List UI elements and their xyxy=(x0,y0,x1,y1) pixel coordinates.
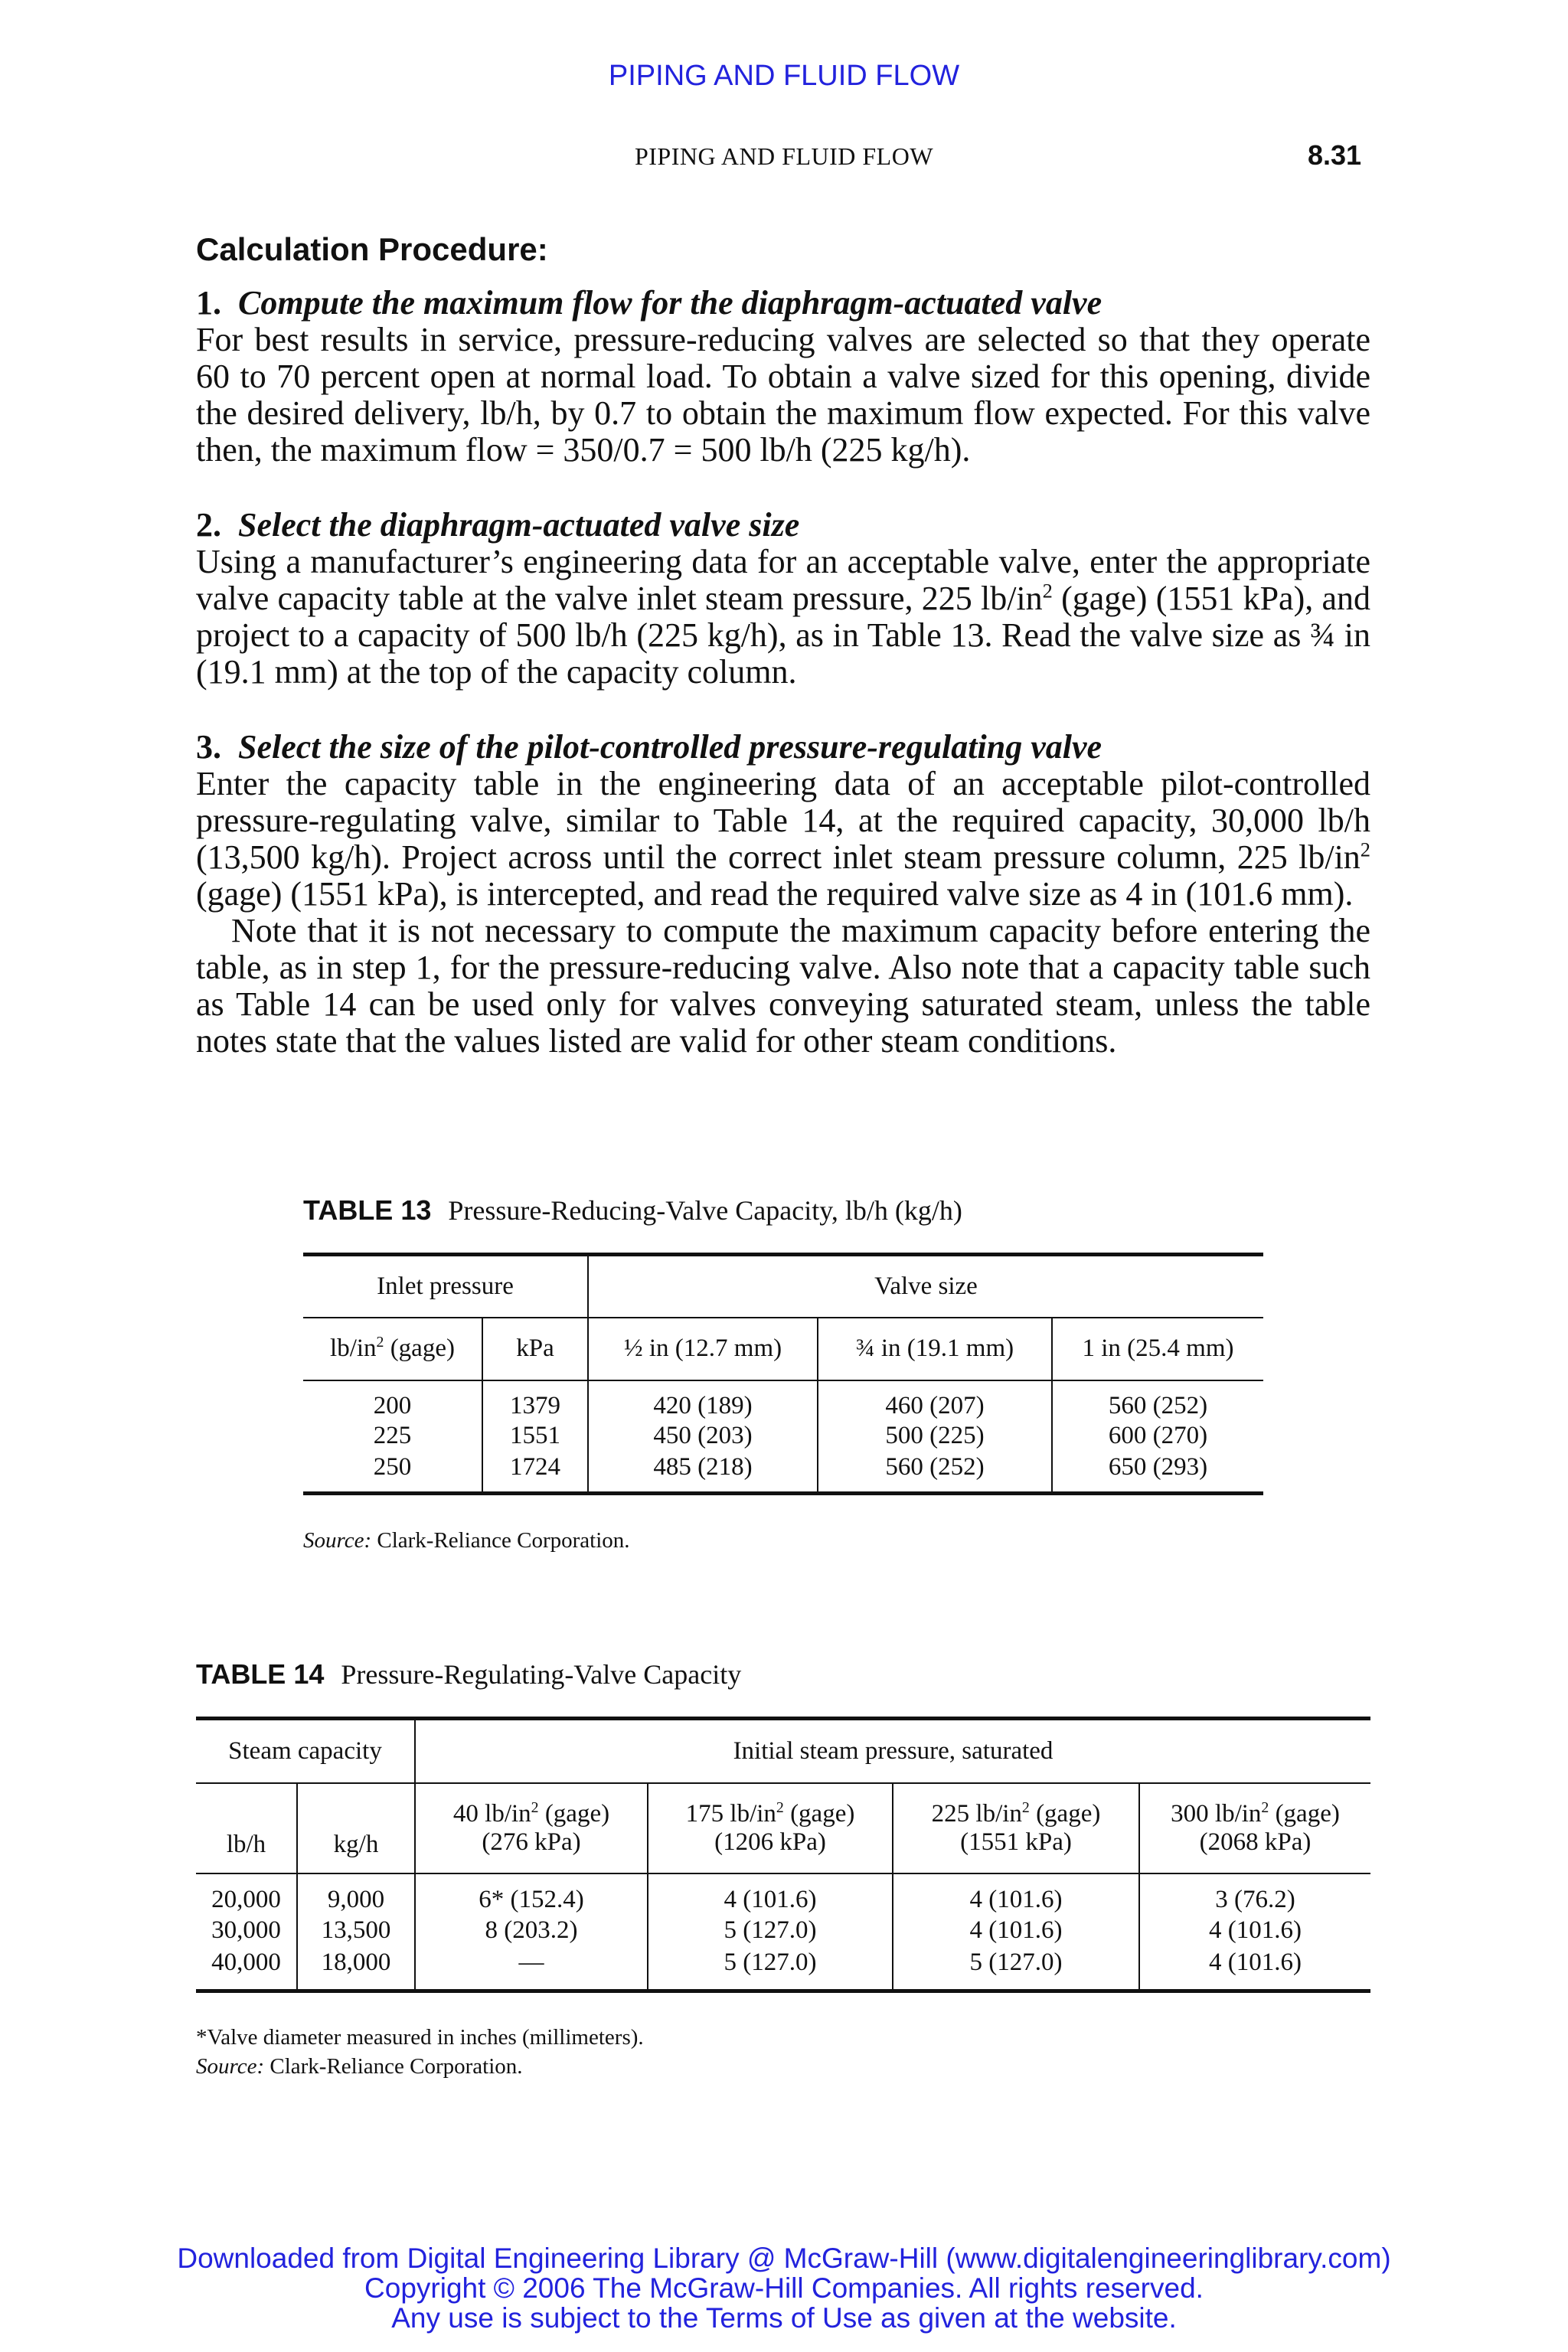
footer-download-line[interactable]: Downloaded from Digital Engineering Library @ McGraw-Hill (www.digitalengineeringlibrary.com) xyxy=(177,2243,1391,2274)
table-13-cell: 420 (189) xyxy=(588,1380,818,1420)
table-14-source xyxy=(196,2052,644,2081)
table-13-cell: 1724 xyxy=(482,1452,588,1494)
table-13 xyxy=(303,1253,1263,1495)
table-14-cell: 5 (127.0) xyxy=(648,1947,893,1991)
table-14-notes xyxy=(196,2023,644,2081)
table-13-cell: 560 (252) xyxy=(818,1452,1052,1494)
table-13-col-psi xyxy=(303,1318,482,1380)
table-14-col-225-sup: 2 xyxy=(1021,1798,1030,1816)
table-14-col-300 xyxy=(1139,1783,1370,1873)
step-1-title-text: Compute the maximum flow for the diaphragm-actuated valve xyxy=(238,284,1102,322)
table-14-caption xyxy=(196,1658,741,1690)
table-14-col-40-sup: 2 xyxy=(531,1798,539,1816)
table-14-cell: 4 (101.6) xyxy=(1139,1915,1370,1947)
table-14-col-40 xyxy=(415,1783,648,1873)
table-14-cell: 4 (101.6) xyxy=(893,1873,1139,1915)
footer-terms-line[interactable]: Any use is subject to the Terms of Use as given at the website. xyxy=(391,2302,1177,2334)
table-14-footnote: *Valve diameter measured in inches (millimeters). xyxy=(196,2025,644,2050)
table-13-row xyxy=(303,1420,1263,1452)
body-text xyxy=(196,231,1370,1098)
table-14-cell: 4 (101.6) xyxy=(1139,1947,1370,1991)
table-13-cell: 450 (203) xyxy=(588,1420,818,1452)
table-14-col-225-tail: (gage) xyxy=(1029,1799,1101,1828)
table-13-cell: 500 (225) xyxy=(818,1420,1052,1452)
step-2 xyxy=(196,507,1370,691)
step-2-paragraph xyxy=(196,544,1370,691)
table-13-source-text: Clark-Reliance Corporation. xyxy=(371,1528,630,1553)
step-1 xyxy=(196,285,1370,469)
table-13-col-half: ½ in (12.7 mm) xyxy=(588,1318,818,1380)
table-13-cell: 485 (218) xyxy=(588,1452,818,1494)
table-13-col-psi-unit: lb/in xyxy=(330,1334,377,1362)
table-14-cell: 6* (152.4) xyxy=(415,1873,648,1915)
table-14-source-text: Clark-Reliance Corporation. xyxy=(264,2054,523,2079)
table-13-cell: 200 xyxy=(373,1391,412,1419)
table-14-col-300-tail: (gage) xyxy=(1269,1799,1340,1828)
table-14-col-175-sup: 2 xyxy=(776,1798,784,1816)
step-3 xyxy=(196,729,1370,1060)
table-13-col-psi-tail: (gage) xyxy=(384,1334,455,1362)
table-14-col-40-unit: lb/in xyxy=(485,1799,531,1828)
table-13-source xyxy=(303,1528,630,1553)
step-2-text-a: Using a manufacturer’s engineering data for an acceptable valve, enter the appropriate valve capacity table at the valve inlet steam pressure, 225 lb/in xyxy=(196,543,1370,617)
table-13-col-three-quarter: ¾ in (19.1 mm) xyxy=(818,1318,1052,1380)
table-14-row xyxy=(196,1947,1370,1991)
table-14-col-300-value: 300 xyxy=(1171,1799,1209,1828)
table-14-cell: 3 (76.2) xyxy=(1139,1873,1370,1915)
table-13-col-psi-sup: 2 xyxy=(376,1334,384,1351)
table-13-group-inlet: Inlet pressure xyxy=(303,1255,588,1318)
table-13-row xyxy=(303,1380,1263,1420)
table-14-row xyxy=(196,1873,1370,1915)
table-13-cell: 460 (207) xyxy=(818,1380,1052,1420)
table-14-col-40-kpa: (276 kPa) xyxy=(482,1828,581,1856)
table-13-col-one: 1 in (25.4 mm) xyxy=(1052,1318,1263,1380)
table-14-cell: 13,500 xyxy=(297,1915,415,1947)
step-2-title-text: Select the diaphragm-actuated valve size xyxy=(238,506,800,544)
table-14-cell: 30,000 xyxy=(211,1916,281,1944)
table-14-col-225-value: 225 xyxy=(931,1799,970,1828)
table-13-cell: 560 (252) xyxy=(1052,1380,1263,1420)
table-14-col-175-line1 xyxy=(653,1800,887,1828)
table-14-cell: 20,000 xyxy=(211,1885,281,1913)
running-head: PIPING AND FLUID FLOW xyxy=(634,142,934,170)
table-14-title: Pressure-Regulating-Valve Capacity xyxy=(341,1659,742,1690)
table-13-cell: 250 xyxy=(373,1452,412,1481)
table-13-title: Pressure-Reducing-Valve Capacity, lb/h (kg/h) xyxy=(448,1195,962,1226)
table-13-group-valve: Valve size xyxy=(588,1255,1263,1318)
table-14-col-40-line1 xyxy=(420,1800,642,1828)
table-14-col-kgh: kg/h xyxy=(297,1783,415,1873)
table-13-col-kpa: kPa xyxy=(482,1318,588,1380)
table-14-col-225-unit: lb/in xyxy=(975,1799,1022,1828)
step-2-text-b: (gage) (1551 kPa), and project to a capacity of 500 lb/h (225 kg/h), as in Table 13. Read the valve size as ¾ in (19.1 mm) at the top of the capacity column. xyxy=(196,580,1371,691)
table-14-label: TABLE 14 xyxy=(196,1658,325,1690)
table-14-cell: 40,000 xyxy=(211,1948,281,1976)
table-14-group-pressure: Initial steam pressure, saturated xyxy=(415,1719,1370,1783)
table-14-col-175-kpa: (1206 kPa) xyxy=(714,1828,826,1856)
table-14-cell: 4 (101.6) xyxy=(893,1915,1139,1947)
table-14-col-175-unit: lb/in xyxy=(730,1799,776,1828)
table-14-cell: 4 (101.6) xyxy=(648,1873,893,1915)
table-14-col-225-kpa: (1551 kPa) xyxy=(960,1828,1072,1856)
step-1-paragraph: For best results in service, pressure-reducing valves are selected so that they operate 60 to 70 percent open at normal load. To obtain a valve sized for this opening, divide the desired delivery, lb/h, by 0.7 to obtain the maximum flow expected. For this valve then, the maximum flow = 350/0.7 = 500 lb/h (225 kg/h). xyxy=(196,321,1370,469)
step-3-note: Note that it is not necessary to compute the maximum capacity before entering the table, as in step 1, for the pressure-reducing valve. Also note that a capacity table such as Table 14 can be used only for valves conveying saturated steam, unless the table notes state that the values listed are valid for other steam conditions. xyxy=(196,912,1370,1060)
step-3-sup: 2 xyxy=(1360,838,1370,861)
table-14-source-label: Source: xyxy=(196,2054,265,2079)
step-3-title-text: Select the size of the pilot-controlled pressure-regulating valve xyxy=(238,728,1102,766)
section-heading: Calculation Procedure: xyxy=(196,231,548,267)
footer-notice xyxy=(0,2243,1568,2333)
table-14-col-175-tail: (gage) xyxy=(783,1799,855,1828)
table-14-col-300-unit: lb/in xyxy=(1214,1799,1262,1828)
step-2-sup: 2 xyxy=(1042,579,1053,603)
table-14-col-40-tail: (gage) xyxy=(538,1799,610,1828)
table-13-cell: 650 (293) xyxy=(1052,1452,1263,1494)
table-13-label: TABLE 13 xyxy=(303,1194,432,1226)
step-3-number: 3. xyxy=(196,728,221,766)
table-14-col-225 xyxy=(893,1783,1139,1873)
table-14-col-40-value: 40 xyxy=(452,1799,479,1828)
table-13-cell: 225 xyxy=(373,1422,412,1449)
table-14-cell: 5 (127.0) xyxy=(893,1947,1139,1991)
table-14-col-300-sup: 2 xyxy=(1261,1798,1269,1816)
step-3-paragraph xyxy=(196,766,1370,913)
table-14-col-175 xyxy=(648,1783,893,1873)
table-14-cell: 5 (127.0) xyxy=(648,1915,893,1947)
table-14-group-capacity: Steam capacity xyxy=(196,1719,415,1783)
table-13-caption xyxy=(303,1194,962,1227)
table-14-cell: 8 (203.2) xyxy=(415,1915,648,1947)
step-3-text-b: (gage) (1551 kPa), is intercepted, and read the required valve size as 4 in (101.6 mm). xyxy=(196,875,1354,913)
table-13-cell: 1379 xyxy=(482,1380,588,1420)
table-14-col-300-kpa: (2068 kPa) xyxy=(1199,1828,1312,1856)
top-title-link[interactable]: PIPING AND FLUID FLOW xyxy=(608,60,960,92)
table-13-row xyxy=(303,1452,1263,1494)
table-13-source-label: Source: xyxy=(303,1528,372,1553)
step-3-title xyxy=(196,729,1370,766)
step-2-number: 2. xyxy=(196,506,221,544)
table-13-cell: 1551 xyxy=(482,1420,588,1452)
step-1-number: 1. xyxy=(196,284,221,322)
table-14-col-300-line1 xyxy=(1145,1800,1366,1828)
step-2-title xyxy=(196,507,1370,544)
step-3-text-a: Enter the capacity table in the engineering data of an acceptable pilot-controlled pressure-regulating valve, similar to Table 14, at the required capacity, 30,000 lb/h (13,500 kg/h). Project across until the correct inlet steam pressure column, 225 lb/in xyxy=(196,765,1370,876)
footer-copyright-line: Copyright © 2006 The McGraw-Hill Companies. All rights reserved. xyxy=(364,2272,1204,2304)
step-1-title xyxy=(196,285,1370,322)
table-14-col-225-line1 xyxy=(898,1800,1134,1828)
page-number: 8.31 xyxy=(1308,139,1362,171)
table-14 xyxy=(196,1717,1370,1993)
table-14-cell: 18,000 xyxy=(297,1947,415,1991)
table-14-row xyxy=(196,1915,1370,1947)
table-14-col-lbh: lb/h xyxy=(196,1783,297,1873)
table-13-cell: 600 (270) xyxy=(1052,1420,1263,1452)
table-14-cell: — xyxy=(415,1947,648,1991)
table-14-cell: 9,000 xyxy=(297,1873,415,1915)
table-14-col-175-value: 175 xyxy=(685,1799,724,1828)
